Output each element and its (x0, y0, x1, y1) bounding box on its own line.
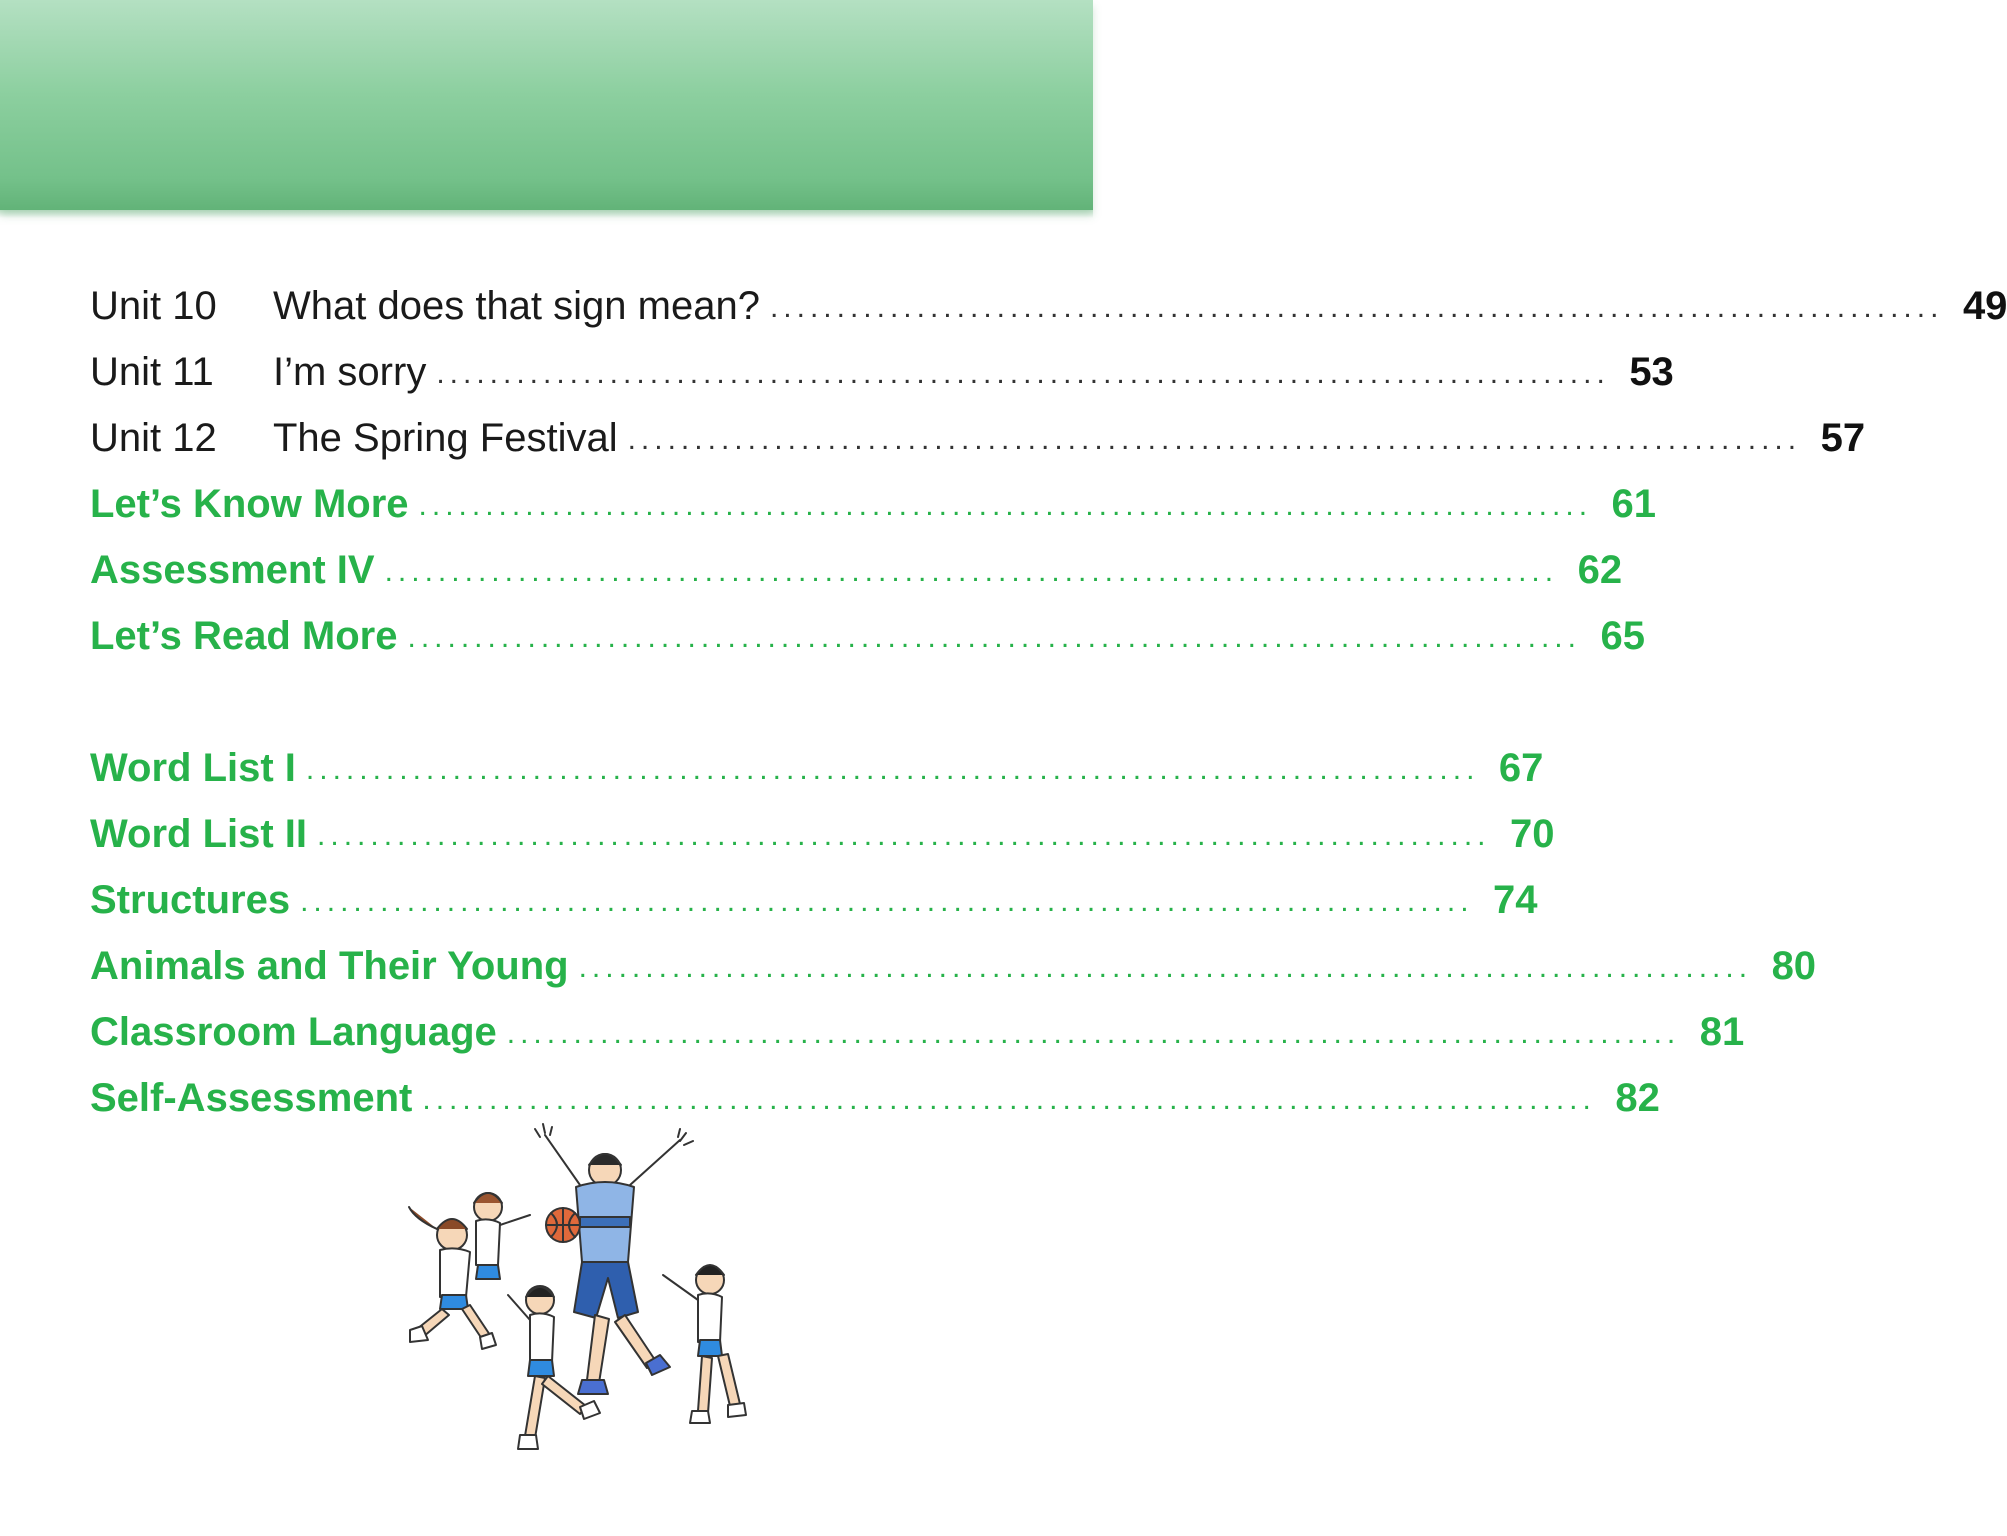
page-number: 57 (1820, 415, 1866, 460)
toc-row-unit-11[interactable] (90, 339, 1674, 405)
unit-title: The Spring Festival (273, 415, 618, 460)
toc-row-assessment-iv[interactable] (90, 537, 1623, 603)
dot-leader: ........................................................................................ (627, 423, 1802, 456)
basketball-kids-illustration (380, 1125, 770, 1465)
page-number: 61 (1611, 481, 1657, 526)
dot-leader: ........................................................................................ (305, 753, 1480, 786)
section-title: Word List II (90, 811, 308, 856)
boy-center-left-figure (474, 1193, 530, 1279)
toc-row-structures[interactable] (90, 867, 1538, 933)
section-title: Classroom Language (90, 1009, 497, 1054)
section-title: Let’s Read More (90, 613, 398, 658)
teacher-figure (535, 1124, 693, 1394)
dot-leader: ........................................................................................ (317, 819, 1491, 852)
toc-row-self-assessment[interactable] (90, 1065, 1660, 1131)
dot-leader: ........................................................................................ (506, 1017, 1681, 1050)
toc-row-unit-10[interactable] (90, 273, 2007, 339)
dot-leader: ........................................................................................ (407, 621, 1581, 654)
header-band (0, 0, 1093, 210)
toc-row-lets-know-more[interactable] (90, 471, 1657, 537)
section-gap (90, 669, 974, 735)
toc-row-word-list-ii[interactable] (90, 801, 1555, 867)
unit-number: Unit 10 (90, 283, 217, 328)
dot-leader: ........................................................................................ (384, 555, 1559, 588)
dot-leader: ........................................................................................ (422, 1083, 1596, 1116)
section-title: Word List I (90, 745, 296, 790)
toc-row-unit-12[interactable] (90, 405, 1866, 471)
page-number: 74 (1493, 877, 1538, 922)
page-number: 53 (1629, 349, 1674, 394)
page-number: 67 (1498, 745, 1544, 790)
basketball (546, 1208, 580, 1242)
unit-number: Unit 12 (90, 415, 217, 460)
section-title: Assessment IV (90, 547, 375, 592)
unit-title: I’m sorry (273, 349, 427, 394)
section-title: Self-Assessment (90, 1075, 413, 1120)
unit-title: What does that sign mean? (273, 283, 760, 328)
dot-leader: ........................................................................................ (300, 885, 1474, 918)
dot-leader: ........................................................................................ (436, 357, 1610, 390)
section-title: Let’s Know More (90, 481, 409, 526)
dot-leader: ........................................................................................ (578, 951, 1753, 984)
toc-row-classroom-language[interactable] (90, 999, 1745, 1065)
dot-leader: ........................................................................................ (418, 489, 1593, 522)
boy-right-figure (663, 1265, 746, 1423)
dot-leader: ........................................................................................ (769, 291, 1944, 324)
toc-row-lets-read-more[interactable] (90, 603, 1645, 669)
page-number: 62 (1577, 547, 1623, 592)
page-number: 80 (1771, 943, 1817, 988)
page-number: 65 (1600, 613, 1645, 658)
section-title: Animals and Their Young (90, 943, 569, 988)
toc-row-word-list-i[interactable] (90, 735, 1544, 801)
toc-row-animals-and-their-young[interactable] (90, 933, 1817, 999)
section-title: Structures (90, 877, 291, 922)
page-number: 82 (1615, 1075, 1660, 1120)
page-number: 81 (1699, 1009, 1745, 1054)
page-number: 70 (1510, 811, 1555, 856)
page-number: 49 (1962, 283, 2007, 328)
unit-number: Unit 11 (90, 349, 214, 394)
table-of-contents (90, 273, 2007, 1131)
